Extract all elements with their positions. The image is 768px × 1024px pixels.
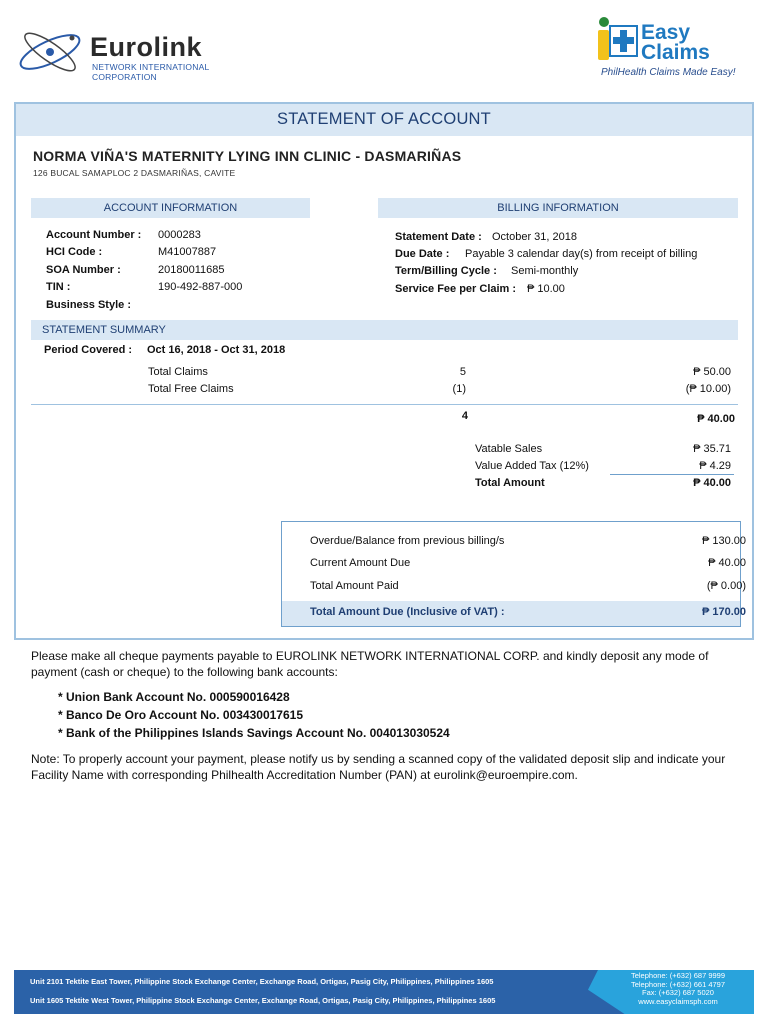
payment-note: Note: To properly account your payment, please notify us by sending a scanned copy of the validated deposit slip and indicate your Facility Name with corresponding Philhealth Accreditation Number (PAN) at eurolink@euroempire.com.: [31, 752, 726, 782]
statement-date-label: Statement Date :: [395, 231, 482, 243]
account-number-value: 0000283: [158, 229, 201, 241]
due-date-value: Payable 3 calendar day(s) from receipt of billing: [465, 248, 698, 260]
footer-website[interactable]: www.easyclaimsph.com: [638, 996, 718, 1006]
partner-tagline: PhilHealth Claims Made Easy!: [601, 67, 736, 78]
total-claims-count: 5: [459, 366, 466, 378]
easyclaims-cross-icon: [595, 16, 639, 66]
service-fee-label: Service Fee per Claim :: [395, 283, 517, 295]
total-claims-label: Total Claims: [148, 366, 208, 378]
service-fee-value: ₱ 10.00: [527, 283, 565, 295]
vat-label: Value Added Tax (12%): [475, 460, 589, 472]
vat-underline: [610, 474, 734, 475]
hci-code-label: HCI Code :: [46, 246, 103, 258]
total-free-claims-amount: (₱ 10.00): [685, 383, 731, 395]
account-info-heading: ACCOUNT INFORMATION: [31, 198, 310, 218]
business-style-label: Business Style :: [46, 299, 131, 311]
billing-cycle-value: Semi-monthly: [511, 265, 579, 277]
total-amount-paid-amount: (₱ 0.00): [706, 580, 746, 592]
total-amount-label: Total Amount: [475, 477, 545, 489]
brand-subtitle: NETWORK INTERNATIONAL CORPORATION: [92, 62, 210, 82]
previous-balance-amount: ₱ 130.00: [701, 535, 746, 547]
period-covered-value: Oct 16, 2018 - Oct 31, 2018: [147, 344, 286, 356]
current-amount-due-label: Current Amount Due: [310, 557, 411, 569]
total-free-claims-count: (1): [452, 383, 466, 395]
previous-balance-label: Overdue/Balance from previous billing/s: [310, 535, 505, 547]
partner-name-line1: Easy: [641, 21, 691, 44]
statement-summary-heading: STATEMENT SUMMARY: [31, 320, 738, 340]
total-amount-value: ₱ 40.00: [693, 477, 731, 489]
partner-name-line2: Claims: [641, 41, 710, 64]
tin-value: 190-492-887-000: [158, 281, 243, 293]
vat-amount: ₱ 4.29: [699, 460, 731, 472]
footer-phone-1: Telephone: (+632) 687 9999: [630, 971, 726, 980]
footer-address-1: Unit 2101 Tektite East Tower, Philippine Stock Exchange Center, Exchange Road, Ortigas, Pasig City, Philippines, Philippines 1605: [30, 977, 494, 986]
tin-label: TIN :: [46, 281, 71, 293]
eurolink-logo: [14, 22, 274, 82]
statement-date-value: October 31, 2018: [492, 231, 578, 243]
easyclaims-logo: [595, 14, 755, 84]
total-free-claims-label: Total Free Claims: [148, 383, 234, 395]
period-covered-label: Period Covered :: [44, 344, 133, 356]
payment-instructions: Please make all cheque payments payable to EUROLINK NETWORK INTERNATIONAL CORP. and kindly deposit any mode of payment (cash or cheque) to the following bank accounts:: [31, 649, 709, 679]
summary-divider: [31, 404, 738, 405]
footer-phone-2: Telephone: (+632) 661 4797: [630, 979, 726, 989]
account-number-label: Account Number :: [46, 229, 142, 241]
clinic-name: NORMA VIÑA'S MATERNITY LYING INN CLINIC - DASMARIÑAS: [33, 148, 462, 164]
footer-fax: Fax: (+632) 687 5020: [642, 988, 714, 997]
net-claims-amount: ₱ 40.00: [697, 413, 735, 425]
soa-number-value: 20180011685: [158, 264, 225, 276]
clinic-address: 126 BUCAL SAMAPLOC 2 DASMARIÑAS, CAVITE: [33, 168, 236, 178]
billing-cycle-label: Term/Billing Cycle :: [395, 265, 497, 277]
due-date-label: Due Date :: [395, 248, 450, 260]
eurolink-orbit-icon: [14, 22, 88, 82]
bank-account-unionbank: * Union Bank Account No. 000590016428: [58, 690, 290, 704]
vatable-sales-label: Vatable Sales: [475, 443, 543, 455]
brand-name: Eurolink: [90, 32, 203, 62]
page-title: STATEMENT OF ACCOUNT: [277, 110, 491, 128]
billing-info-heading: BILLING INFORMATION: [378, 198, 738, 218]
soa-number-label: SOA Number :: [46, 264, 121, 276]
total-amount-due-amount: ₱ 170.00: [701, 606, 746, 618]
total-claims-amount: ₱ 50.00: [693, 366, 731, 378]
bank-account-bdo: * Banco De Oro Account No. 003430017615: [58, 708, 303, 722]
current-amount-due-amount: ₱ 40.00: [708, 557, 746, 569]
footer-address-2: Unit 1605 Tektite West Tower, Philippine Stock Exchange Center, Exchange Road, Ortigas, Pasig City, Philippines, Philippines 1605: [30, 996, 496, 1005]
total-amount-due-label: Total Amount Due (Inclusive of VAT) :: [310, 606, 505, 618]
total-amount-paid-label: Total Amount Paid: [310, 580, 399, 592]
vatable-sales-amount: ₱ 35.71: [693, 443, 731, 455]
net-claims-count: 4: [461, 410, 468, 422]
hci-code-value: M41007887: [158, 246, 217, 258]
footer-contact: [608, 972, 748, 1006]
bank-account-bpi: * Bank of the Philippines Islands Savings Account No. 004013030524: [58, 726, 450, 740]
